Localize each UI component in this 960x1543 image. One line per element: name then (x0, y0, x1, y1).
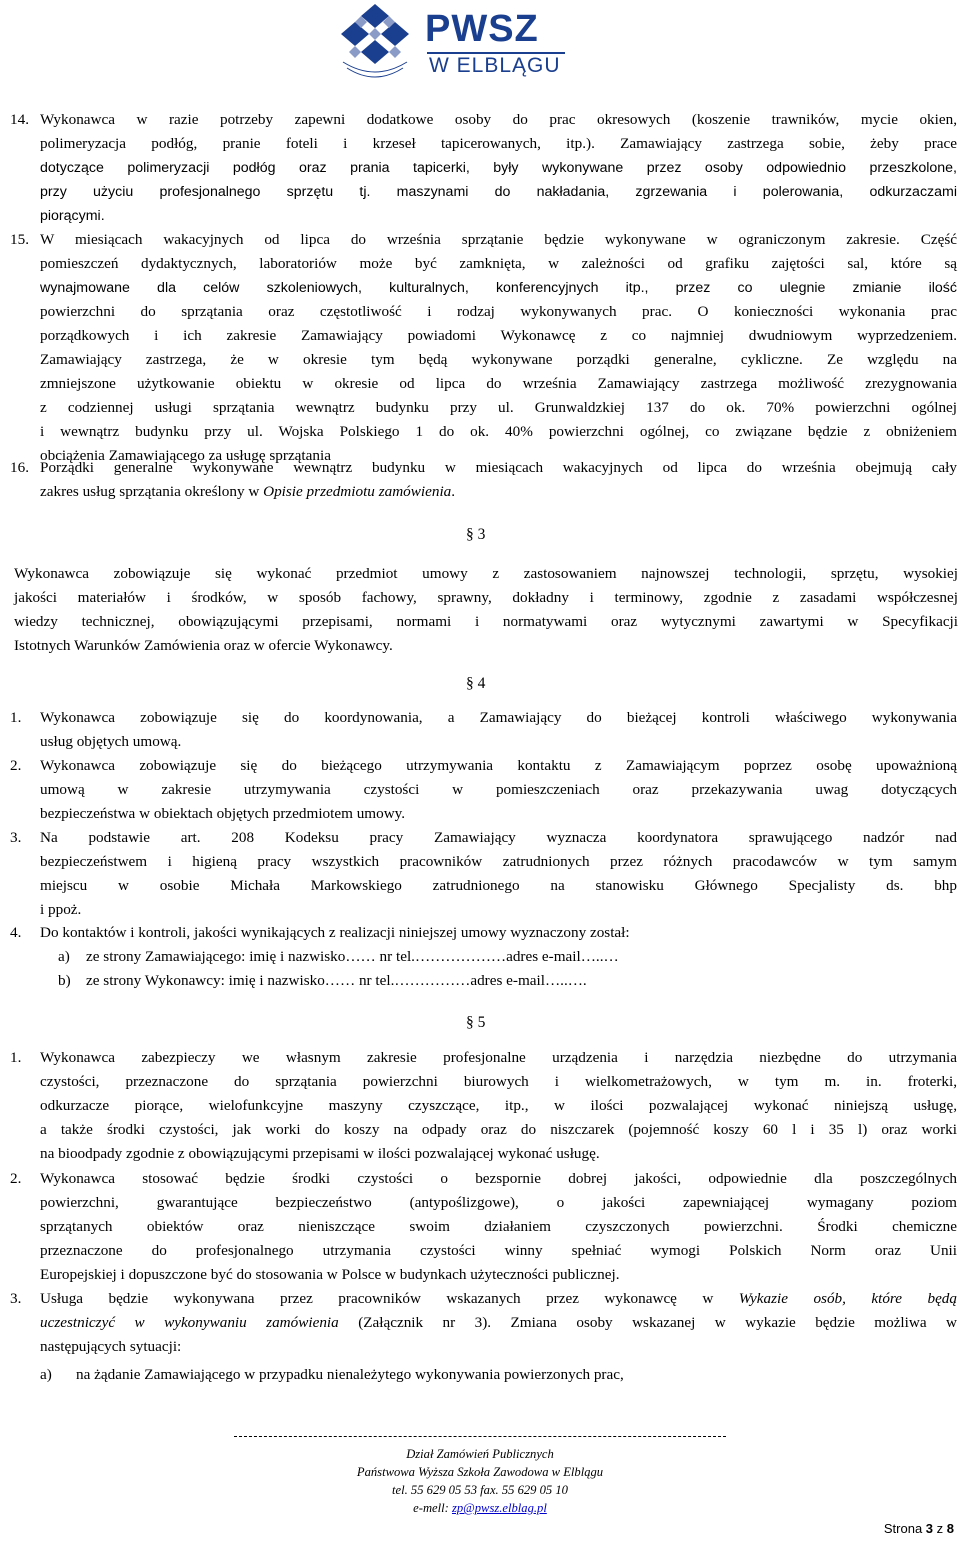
item-15-number: 15. (10, 231, 29, 248)
section-5-line: powierzchni, gwarantujące bezpieczeństwo (antypoślizgowe), o jakości zapewniającej wymagany poziom (40, 1194, 957, 1211)
item-15-line: zmniejszone użytkowanie obiektu w okresie od lipca do września Zamawiający zastrzega możliwość zrezygnowania (40, 375, 957, 392)
section-3-line: Istotnych Warunków Zamówienia oraz w ofercie Wykonawcy. (14, 637, 393, 654)
section-5-sub-a-label: a) (40, 1366, 52, 1383)
section-3-text (14, 562, 958, 658)
section-5-item-3-number: 3. (10, 1290, 22, 1307)
section-5-line: a także środki czystości, jak worki do koszy na odpady oraz do niszczarek (pojemność koszy 60 l i 35 l) oraz worki (40, 1121, 957, 1138)
section-4-line: i ppoż. (40, 901, 82, 918)
section-5-item-1-text (40, 1046, 957, 1166)
footer-divider (234, 1436, 726, 1437)
section-3-line: wiedzy technicznej, obowiązującymi przepisami, normami i normatywami oraz wytycznymi zawartymi w Specyfikacji (14, 613, 958, 630)
section-5-line: Wykonawca stosować będzie środki czystości o bezspornie dobrej jakości, odpowiednie dla poszczególnych (40, 1170, 957, 1187)
item-16-line: zakres usług sprzątania określony w Opisie przedmiotu zamówienia. (40, 483, 456, 500)
section-5-item-1-number: 1. (10, 1049, 22, 1066)
section-4-line: usług objętych umową. (40, 733, 182, 750)
section-4-heading: § 4 (466, 675, 486, 692)
section-5-line: czystości, przeznaczone do sprzątania powierzchni biurowych i wielkometrażowych, w tym m. in. froterki, (40, 1073, 957, 1090)
section-5-sub-a-text: na żądanie Zamawiającego w przypadku nienależytego wykonywania powierzonych prac, (76, 1366, 624, 1383)
section-4-line: umową w zakresie utrzymywania czystości w pomieszczeniach oraz przekazywania uwag dotyczących (40, 781, 957, 798)
section-4-sub-b-label: b) (58, 972, 71, 989)
section-4-item-4-text (40, 921, 957, 945)
logo-title: PWSZ (425, 8, 539, 50)
item-16-number: 16. (10, 459, 29, 476)
section-4-item-4-number: 4. (10, 924, 22, 941)
item-15-line: W miesiącach wakacyjnych od lipca do września sprzątanie będzie wykonywane w ograniczonym zakresie. Część (40, 231, 957, 248)
page-sep: z (933, 1521, 947, 1536)
page-label: Strona (883, 1521, 926, 1536)
section-5-item-2-text (40, 1167, 957, 1287)
section-4-sub-a-label: a) (58, 948, 70, 965)
section-4-sub-b (58, 969, 918, 993)
section-5-heading: § 5 (466, 1014, 486, 1031)
item-14-line: Wykonawca w razie potrzeby zapewni dodatkowe osoby do prac okresowych (koszenie trawników, mycie okien, (40, 111, 957, 128)
item-15-line: Zamawiający zastrzega, że w okresie tym będą wykonywane porządki generalne, cykliczne. Ze względu na (40, 351, 957, 368)
section-4-item-2-number: 2. (10, 757, 22, 774)
footer-email-line (0, 1499, 960, 1517)
section-5-line: Europejskiej i dopuszczone być do stosowania w Polsce w budynkach użyteczności publicznej. (40, 1266, 620, 1283)
footer-email-link[interactable]: zp@pwsz.elblag.pl (451, 1501, 547, 1515)
item-14-line: polimeryzacja podłóg, pranie foteli i krzeseł tapicerowanych, itp.). Zamawiający zastrzega sobie, żeby prace (40, 135, 957, 152)
section-5-sub-a (40, 1363, 940, 1387)
section-4-sub-b-text: ze strony Wykonawcy: imię i nazwisko…… nr tel.……………adres e-mail…..…. (86, 972, 587, 989)
section-4-item-1-text (40, 706, 957, 754)
item-14-number: 14. (10, 111, 29, 128)
item-14-text (40, 108, 957, 228)
item-15-line: porządkowych i ich zakresie Zamawiający powiadomi Wykonawcę z co najmniej dwudniowym wyprzedzeniem. (40, 327, 957, 344)
section-5-line: przeznaczone do profesjonalnego utrzymania czystości winny spełniać wymogi Polskich Norm oraz Unii (40, 1242, 957, 1259)
item-16-text (40, 456, 957, 504)
section-5-line: następujących sytuacji: (40, 1338, 182, 1355)
page-number (884, 1521, 954, 1536)
section-3-line: jakości materiałów i środków, w sposób fachowy, sprawny, dokładny i terminowy, zgodnie z zasadami współczesnej (14, 589, 958, 606)
footer-phone: tel. 55 629 05 53 fax. 55 629 05 10 (392, 1483, 568, 1497)
section-5-line: sprzątanych obiektów oraz nieniszczące swoim działaniem czyszczonych powierzchni. Środki chemiczne (40, 1218, 957, 1235)
page-total: 8 (946, 1521, 954, 1536)
section-5-italic-ref: uczestniczyć w wykonywaniu zamówienia (40, 1314, 339, 1331)
section-5-italic-ref: Wykazie osób, które będą (738, 1290, 957, 1307)
section-4-line: Wykonawca zobowiązuje się do bieżącego utrzymywania kontaktu z Zamawiającym poprzez osobę upoważnioną (40, 757, 957, 774)
item-15-line: wynajmowane dla celów szkoleniowych, kulturalnych, konferencyjnych itp., przez co ulegnie zmianie ilość (40, 280, 957, 296)
section-4-item-1-number: 1. (10, 709, 22, 726)
item-15-line: powierzchni do sprzątania oraz częstotliwość i rodzaj wykonywanych prac. O konieczności wykonania prac (40, 303, 957, 320)
section-3-heading: § 3 (466, 526, 486, 543)
section-4-item-2-text (40, 754, 957, 826)
section-4-item-3-text (40, 826, 957, 922)
section-4-line: Do kontaktów i kontroli, jakości wynikających z realizacji niniejszej umowy wyznaczony został: (40, 924, 630, 941)
section-5-line: uczestniczyć w wykonywaniu zamówienia (Załącznik nr 3). Zmiana osoby wskazanej w wykazie będzie możliwa w (40, 1314, 957, 1331)
item-15-text (40, 228, 957, 468)
section-4-sub-a (58, 945, 918, 969)
item-16-line: Porządki generalne wykonywane wewnątrz budynku w miesiącach wakacyjnych od lipca do września obejmują cały (40, 459, 957, 476)
item-15-line: z codziennej usługi sprzątania wewnątrz budynku przy ul. Grunwaldzkiej 137 do ok. 70% powierzchni ogólnej (40, 399, 957, 416)
section-4-line: bezpieczeństwa w obiektach objętych przedmiotem umowy. (40, 805, 406, 822)
section-4-line: bezpieczeństwem i higieną pracy wszystkich pracowników zatrudnionych przez różnych pracodawców w tym samym (40, 853, 957, 870)
section-3-line: Wykonawca zobowiązuje się wykonać przedmiot umowy z zastosowaniem najnowszej technologii, sprzętu, wysokiej (14, 565, 958, 582)
section-4-line: Na podstawie art. 208 Kodeksu pracy Zamawiający wyznacza koordynatora sprawującego nadzór nad (40, 829, 957, 846)
logo-subtitle: W ELBLĄGU (429, 54, 561, 77)
footer-email-label: e-mell: (413, 1501, 452, 1515)
page-current: 3 (925, 1521, 934, 1536)
logo-emblem-icon (333, 2, 417, 82)
footer-school: Państwowa Wyższa Szkoła Zawodowa w Elblągu (356, 1465, 604, 1479)
item-14-line: piorącymi. (40, 208, 105, 224)
pwsz-logo (333, 2, 573, 82)
item-15-line: pomieszczeń dydaktycznych, laboratoriów może być zamknięta, w zależności od grafiku zajętości sal, które są (40, 255, 957, 272)
item-14-line: przy użyciu profesjonalnego sprzętu tj. maszynami do nakładania, zgrzewania i polerowania, odkurzaczami (40, 184, 957, 200)
item-14-line: dotyczące polimeryzacji podłóg oraz prania tapicerki, były wykonywane przez osoby odpowiednio przeszkolone, (40, 160, 957, 176)
section-5-item-3-text (40, 1287, 957, 1359)
section-4-line: Wykonawca zobowiązuje się do koordynowania, a Zamawiający do bieżącej kontroli właściwego wykonywania (40, 709, 957, 726)
section-5-line: odkurzacze piorące, wielofunkcyjne maszyny czyszczące, itp., w ilości pozwalającej wykonać niniejszą usługę, (40, 1097, 957, 1114)
section-5-line: na bioodpady zgodnie z obowiązującymi przepisami w ilości pozwalającej wykonać usługę. (40, 1145, 600, 1162)
footer-dept: Dział Zamówień Publicznych (406, 1447, 554, 1461)
section-4-sub-a-text: ze strony Zamawiającego: imię i nazwisko…… nr tel.………………adres e-mail…..… (86, 948, 619, 965)
section-5-item-2-number: 2. (10, 1170, 22, 1187)
item-15-line: i wewnątrz budynku przy ul. Wojska Polskiego 1 do ok. 40% powierzchni ogólnej, co związane będzie z obniżeniem (40, 423, 957, 440)
item-15-line: obciążenia Zamawiającego za usługę sprzątania (40, 447, 331, 464)
section-5-line: Usługa będzie wykonywana przez pracowników wskazanych przez wykonawcę w Wykazie osób, które będą (40, 1290, 957, 1307)
section-5-line: Wykonawca zabezpieczy we własnym zakresie profesjonalne urządzenia i narzędzia niezbędne do utrzymania (40, 1049, 957, 1066)
section-4-line: miejscu w osobie Michała Markowskiego zatrudnionego na stanowisku Głównego Specjalisty ds. bhp (40, 877, 957, 894)
item-16-italic-ref: Opisie przedmiotu zamówienia (263, 483, 452, 500)
section-4-item-3-number: 3. (10, 829, 22, 846)
